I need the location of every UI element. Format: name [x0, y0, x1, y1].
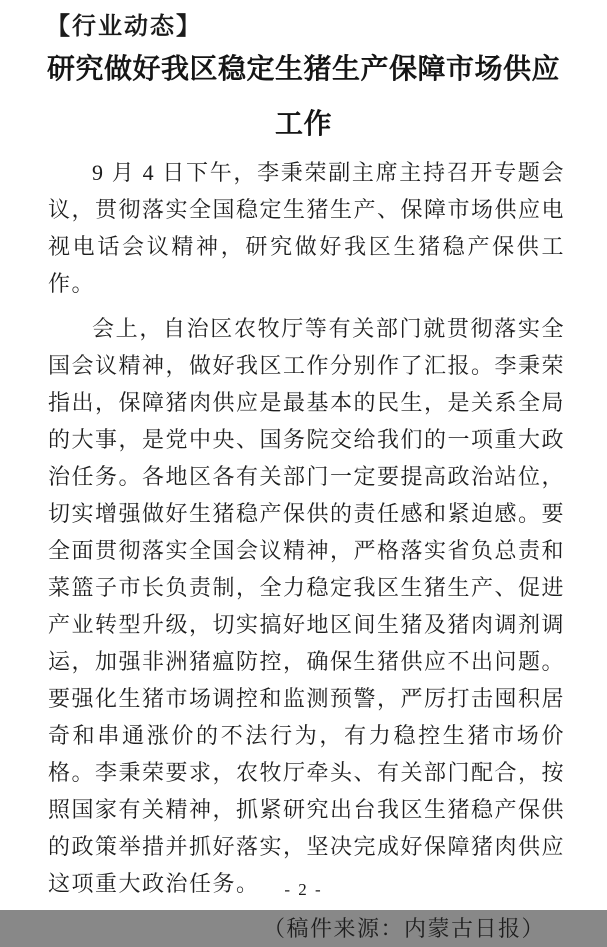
- paragraph-2: 会上，自治区农牧厅等有关部门就贯彻落实全国会议精神，做好我区工作分别作了汇报。李秉荣指出，保障猪肉供应是最基本的民生，是关系全局的大事，是党中央、国务院交给我们的一项重大政治任务。各地区各有关部门一定要提高政治站位，切实增强做好生猪稳产保供的责任感和紧迫感。要全面贯彻落实全国会议精神，严格落实省负总责和菜篮子市长负责制，全力稳定我区生猪生产、促进产业转型升级，切实搞好地区间生猪及猪肉调剂调运，加强非洲猪瘟防控，确保生猪供应不出问题。要强化生猪市场调控和监测预警，严厉打击囤积居奇和串通涨价的不法行为，有力稳控生猪市场价格。李秉荣要求，农牧厅牵头、有关部门配合，按照国家有关精神，抓紧研究出台我区生猪稳产保供的政策举措并抓好落实，坚决完成好保障猪肉供应这项重大政治任务。: [48, 316, 566, 896]
- title-line-1: 研究做好我区稳定生猪生产保障市场供应: [46, 54, 560, 85]
- document-body: [48, 154, 565, 947]
- source-attribution: （稿件来源：内蒙古日报）: [262, 916, 545, 941]
- page-title: [0, 42, 607, 152]
- title-line-2: 工作: [274, 109, 332, 140]
- page-number: - 2 -: [284, 880, 323, 899]
- paragraph-1: 9 月 4 日下午，李秉荣副主席主持召开专题会议，贯彻落实全国稳定生猪生产、保障市场供应电视电话会议精神，研究做好我区生猪稳产保供工作。: [48, 160, 566, 296]
- section-tag: 【行业动态】: [46, 13, 202, 40]
